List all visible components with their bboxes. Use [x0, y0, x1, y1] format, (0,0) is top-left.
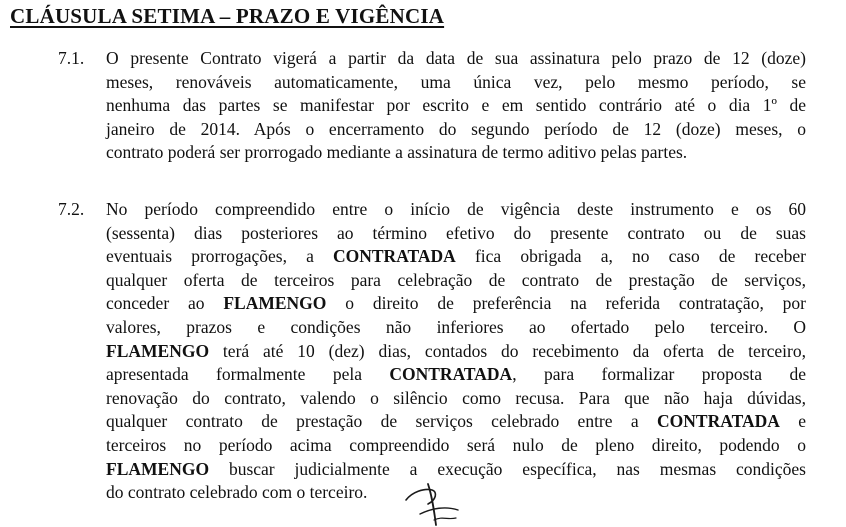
party-flamengo: FLAMENGO	[106, 458, 210, 479]
clause-text: conceder ao	[106, 293, 224, 314]
clause-text: qualquer contrato de prestação de serviços celebrado entre a	[106, 411, 658, 432]
party-contratada: CONTRATADA	[389, 364, 513, 385]
clause-number: 7.1.	[58, 48, 85, 68]
clause-text: , para formalizar proposta de	[512, 364, 806, 385]
clause-text: eventuais prorrogações, a	[106, 246, 333, 267]
clause-text: buscar judicialmente a execução específica, nas mesmas condições	[209, 458, 806, 479]
party-contratada: CONTRATADA	[657, 411, 780, 432]
clause-line: qualquer oferta de terceiros para celebração de contrato de prestação de serviços,	[106, 269, 806, 290]
clause-line: terceiros no período acima compreendido será nulo de pleno direito, podendo o	[106, 434, 806, 455]
clause-heading: CLÁUSULA SETIMA – PRAZO E VIGÊNCIA	[10, 4, 445, 28]
clause-line: meses, renováveis automaticamente, uma única vez, pelo mesmo período, se	[106, 71, 806, 92]
clause-text: o direito de preferência na referida contratação, por	[326, 293, 806, 314]
party-contratada: CONTRATADA	[333, 246, 456, 267]
clause-line: nenhuma das partes se manifestar por escrito e em sentido contrário até o dia 1º de	[106, 95, 806, 116]
clause-line: janeiro de 2014. Após o encerramento do segundo período de 12 (doze) meses, o	[106, 118, 806, 139]
clause-number: 7.2.	[58, 199, 85, 219]
clause-line	[106, 245, 806, 269]
clause-line: valores, prazos e condições não inferiores ao ofertado pelo terceiro. O	[106, 316, 806, 337]
clause-7-2	[58, 198, 806, 505]
clause-line: No período compreendido entre o início de vigência deste instrumento e os 60	[106, 199, 806, 219]
clause-text: e	[779, 411, 806, 432]
clause-line: do contrato celebrado com o terceiro.	[106, 482, 368, 503]
handwritten-initials-signature	[398, 470, 488, 527]
party-flamengo: FLAMENGO	[223, 293, 327, 314]
clause-text: apresentada formalmente pela	[106, 364, 390, 385]
clause-line	[106, 292, 806, 316]
clause-line: contrato poderá ser prorrogado mediante a assinatura de termo aditivo pelas partes.	[106, 142, 688, 163]
clause-line: renovação do contrato, valendo o silêncio como recusa. Para que não haja dúvidas,	[106, 387, 806, 408]
clause-text: terá até 10 (dez) dias, contados do recebimento da oferta de terceiro,	[209, 340, 806, 361]
clause-text: fica obrigada a, no caso de receber	[455, 246, 806, 267]
clause-line: O presente Contrato vigerá a partir da data de sua assinatura pelo prazo de 12 (doze)	[106, 48, 806, 68]
party-flamengo: FLAMENGO	[106, 340, 210, 361]
clause-line: (sessenta) dias posteriores ao término efetivo do presente contrato ou de suas	[106, 222, 806, 243]
clause-line	[106, 410, 806, 434]
clause-line	[106, 340, 806, 364]
clause-7-1	[58, 47, 806, 165]
clause-line	[106, 363, 806, 387]
